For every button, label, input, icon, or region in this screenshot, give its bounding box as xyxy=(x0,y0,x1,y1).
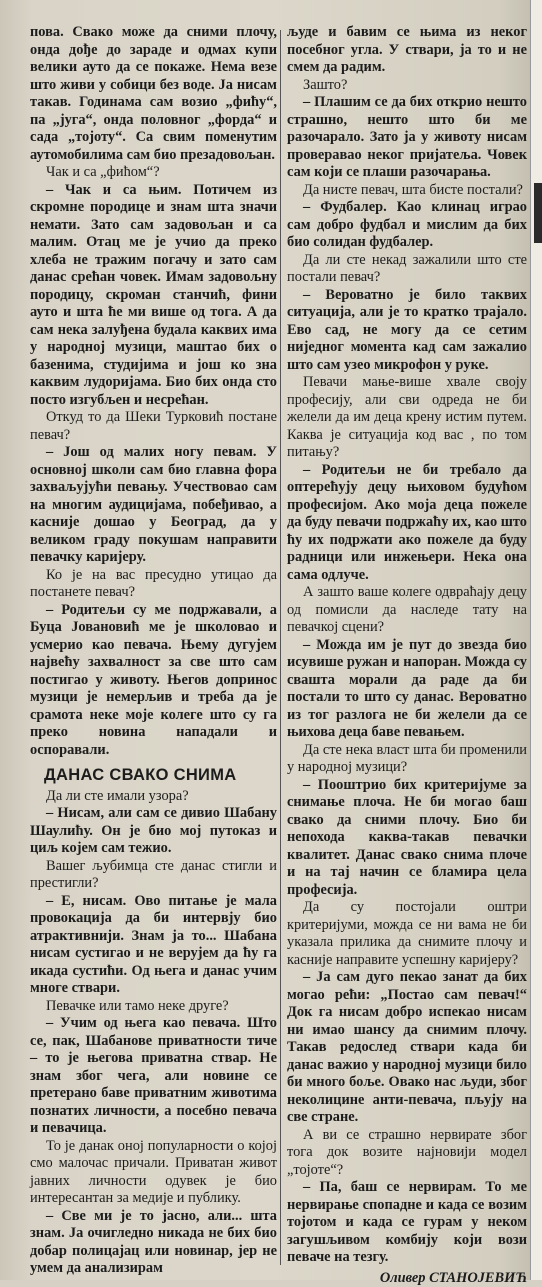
answer: – Па, баш се нервирам. То ме нервирање спопадне и када се возим тојотом и када се гурам у неком загушљивом комбију који вози певаче на тезгу. xyxy=(287,1179,527,1267)
question: Да нисте певач, шта бисте постали? xyxy=(287,182,527,200)
question: Да су постојали оштри критеријуми, можда се ни вама не би указала прилика да снимите плочу и касније направите успешну каријеру? xyxy=(287,899,527,969)
question: А ви се страшно нервирате због тога док возите најновији модел „тојоте“? xyxy=(287,1127,527,1180)
answer: – Родитељи не би требало да оптерећују децу њиховом будућом професијом. Ако моја деца пожеле да буду певачи подржаћу их, као што ћу их подржати ако пожеле да буду радници или инжењери. Нека она сама одлуче. xyxy=(287,462,527,585)
answer: – Ја сам дуго пекао занат да бих могао рећи: „Постао сам певач!“ Док га нисам добро испекао нисам ни имао шансу да снимим плочу. Такав редослед ствари када би данас важио у народној музици било би много боље. Овако нас људи, због неколицине анти-певача, пљују на све стране. xyxy=(287,969,527,1127)
right-column xyxy=(287,24,527,1287)
question: Ко је на вас пресудно утицао да постанете певач? xyxy=(30,567,277,602)
answer: – Фудбалер. Као клинац играо сам добро фудбал и мислим да бих био солидан фудбалер. xyxy=(287,199,527,252)
question: Вашег љубимца сте данас стигли и престигли? xyxy=(30,858,277,893)
left-column xyxy=(30,24,277,1278)
question: А зашто ваше колеге одвраћају децу од помисли да наследе тату на певачкој сцени? xyxy=(287,584,527,637)
answer: – Још од малих ногу певам. У основној школи сам био главна фора захваљујући певању. Учествовао сам на многим аудицијама, побеђивао, а касније дошао у Београд, да у великом граду покушам направити певачку каријеру. xyxy=(30,444,277,567)
answer: – Родитељи су ме подржавали, а Буца Јовановић ме је школовао и усмерио као певача. Њему дугујем највећу захвалност за све што сам постигао у животу. Његов допринос музици је немерљив и треба да је срамота неке моје колеге што су га преко новина нападали и оспоравали. xyxy=(30,602,277,760)
question: Да сте нека власт шта би променили у народној музици? xyxy=(287,742,527,777)
question: Да ли сте имали узора? xyxy=(30,788,277,806)
adjacent-page-mark xyxy=(534,183,542,243)
subheading: ДАНАС СВАКО СНИМА xyxy=(44,767,277,785)
answer: – Нисам, али сам се дивио Шабану Шаулићу. Он је био мој путоказ и циљ којем сам тежио. xyxy=(30,805,277,858)
question: Откуд то да Шеки Турковић постане певач? xyxy=(30,409,277,444)
answer: – Е, нисам. Ово питање је мала провокација да би интервју био атрактивнији. Знам ја то... Шабана нисам сустигао и не верујем да ћу га икада сустићи. Од њега и данас учим многе ствари. xyxy=(30,893,277,998)
question: Зашто? xyxy=(287,77,527,95)
question: Да ли сте некад зажалили што сте постали певач? xyxy=(287,252,527,287)
question: Певачке или тамо неке друге? xyxy=(30,998,277,1016)
question: Чак и са „фићом“? xyxy=(30,164,277,182)
question: Певачи мање-више хвале своју професију, али сви одреда не би желели да им деца крену истим путем. Каква је ситуација код вас , по том питању? xyxy=(287,374,527,462)
author-signature: Оливер СТАНОЈЕВИЋ xyxy=(287,1270,527,1287)
answer: – Све ми је то јасно, али... шта знам. Ја очигледно никада не бих био добар полицајац или новинар, јер не умем да анализирам xyxy=(30,1208,277,1278)
answer: – Можда им је пут до звезда био исувише ружан и напоран. Можда су свашта морали да раде да би постали то што су данас. Вероватно из тог разлога не би желели да се њихова деца баве певањем. xyxy=(287,637,527,742)
answer: – Пооштрио бих критеријуме за снимање плоча. Не би могао баш свако да сними плочу. Био би непохода каква-такав певачки квалитет. Данас свако снима плоче и на тај начин се бламира цела професија. xyxy=(287,777,527,900)
answer: – Вероватно је било таквих ситуација, али је то кратко трајало. Ево сад, не могу да се сетим ниједног момента кад сам зажалио што сам узео микрофон у руке. xyxy=(287,287,527,375)
answer: – Учим од њега као певача. Што се, пак, Шабанове приватности тиче – то је његова приватна ствар. Не знам због чега, али новине се претерано баве приватним животима познатих личности, а посебно певача и певачица. xyxy=(30,1015,277,1138)
answer: – Чак и са њим. Потичем из скромне породице и знам шта значи немати. Зато сам задовољан и са малим. Отац ме је учио да преко хлеба не тражим погачу и зато сам данас срећан човек. Имам задовољну породицу, скроман станчић, фини ауто и шта ће ми више од тога. А да сам нека залуђена будала каквих има у народној музици, маштао бих о базенима, студијима и још ко зна каквим лудоријама. Био бих онда сто посто изгубљен и несрећан. xyxy=(30,182,277,410)
paragraph: пова. Свако може да сними плочу, онда дође до зараде и одмах купи велики ауто да се покаже. Нема везе што живи у собици без воде. Ја нисам такав. Годинама сам возио „фићу“, па „југа“, онда половног „форда“ и сада „тојоту“. Са свим поменутим аутомобилима сам био презадовољан. xyxy=(30,24,277,164)
answer: – Плашим се да бих открио нешто страшно, нешто што би ме разочарало. Зато ја у животу нисам проверавао неког пријатеља. Човек сам који се плаши разочарања. xyxy=(287,94,527,182)
column-divider xyxy=(280,30,281,1265)
question: То је данак оној популарности о којој смо малочас причали. Приватан живот јавних личности одувек је био интересантан за медије и публику. xyxy=(30,1138,277,1208)
paragraph: људе и бавим се њима из неког посебног угла. У ствари, ја то и не смем да радим. xyxy=(287,24,527,77)
